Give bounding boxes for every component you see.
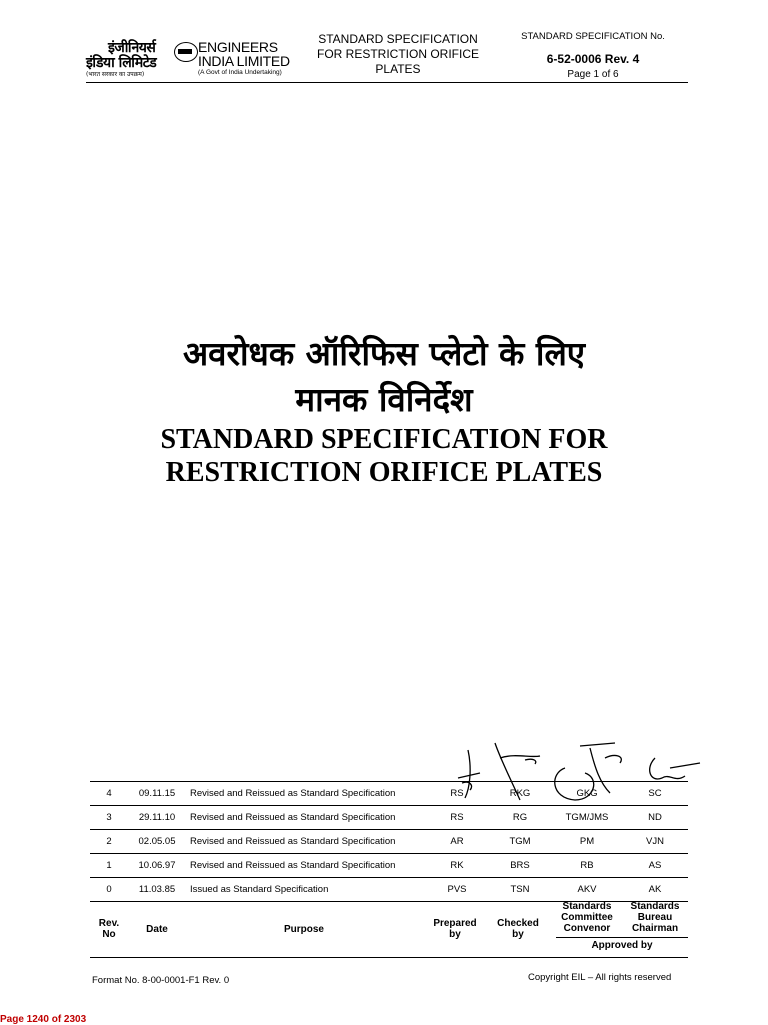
col-head-chairman [622, 901, 688, 934]
logo-english-line2: INDIA LIMITED [198, 53, 290, 69]
table-bottom-divider [90, 957, 688, 958]
cell-prepared: RK [426, 854, 488, 878]
col-head-checked-line2: by [512, 929, 524, 940]
revision-table [90, 781, 688, 902]
col-head-rev-line1: Rev. [98, 918, 120, 929]
table-row [90, 806, 688, 830]
hindi-title-line2: मानक विनिर्देश [295, 380, 473, 419]
col-head-prepared-line2: by [449, 929, 461, 940]
spec-number-block [500, 30, 686, 82]
page-indicator: Page 1 of 6 [567, 69, 619, 80]
spec-number-label: STANDARD SPECIFICATION No. [521, 31, 665, 42]
cell-purpose: Issued as Standard Specification [186, 878, 426, 902]
cell-date: 29.11.10 [128, 806, 186, 830]
english-title-line1: STANDARD SPECIFICATION FOR [160, 424, 608, 455]
copyright: Copyright EIL – All rights reserved [528, 972, 672, 983]
cell-rev: 0 [90, 878, 128, 902]
logo-hindi-line1: इंजीनियर्स [108, 40, 156, 56]
col-head-rev-line2: No [102, 929, 116, 940]
col-head-convenor-line3: Convenor [563, 923, 611, 934]
cell-date: 10.06.97 [128, 854, 186, 878]
cell-prepared: RS [426, 782, 488, 806]
table-row [90, 782, 688, 806]
logo-english-line1: ENGINEERS [198, 39, 278, 55]
col-head-chairman-line2: Bureau [637, 912, 673, 923]
logo-english-tagline: (A Govt of India Undertaking) [198, 69, 282, 76]
cell-convenor: PM [552, 830, 622, 854]
col-head-purpose: Purpose [283, 924, 324, 935]
col-head-chairman-line1: Standards [630, 901, 680, 912]
cell-chairman: AK [622, 878, 688, 902]
spec-number: 6-52-0006 Rev. 4 [546, 52, 640, 66]
cell-chairman: VJN [622, 830, 688, 854]
cell-rev: 4 [90, 782, 128, 806]
cell-purpose: Revised and Reissued as Standard Specification [186, 854, 426, 878]
cell-rev: 2 [90, 830, 128, 854]
cell-purpose: Revised and Reissued as Standard Specification [186, 782, 426, 806]
col-head-convenor [552, 901, 622, 934]
approved-divider [556, 937, 688, 938]
company-logo [86, 38, 296, 78]
col-head-prepared [424, 918, 486, 940]
cell-chairman: ND [622, 806, 688, 830]
cell-chairman: SC [622, 782, 688, 806]
english-title-line2: RESTRICTION ORIFICE PLATES [165, 457, 603, 488]
col-head-convenor-line2: Committee [561, 912, 613, 923]
cell-prepared: PVS [426, 878, 488, 902]
hindi-title-line1: अवरोधक ऑरिफिस प्लेटो के लिए [182, 334, 586, 373]
cell-convenor: TGM/JMS [552, 806, 622, 830]
approved-by-label: Approved by [591, 940, 653, 951]
cell-prepared: AR [426, 830, 488, 854]
table-row [90, 854, 688, 878]
cell-purpose: Revised and Reissued as Standard Specification [186, 806, 426, 830]
col-head-chairman-line3: Chairman [631, 923, 679, 934]
format-number: Format No. 8-00-0001-F1 Rev. 0 [92, 975, 230, 986]
header-divider [86, 82, 688, 83]
cell-checked: BRS [488, 854, 552, 878]
cell-checked: RKG [488, 782, 552, 806]
cell-checked: TGM [488, 830, 552, 854]
page-count: Page 1240 of 2303 [0, 1014, 87, 1025]
col-head-convenor-line1: Standards [562, 901, 612, 912]
table-row [90, 878, 688, 902]
cell-purpose: Revised and Reissued as Standard Specification [186, 830, 426, 854]
cell-checked: TSN [488, 878, 552, 902]
col-head-rev [90, 918, 128, 940]
col-head-checked-line1: Checked [497, 918, 539, 929]
header-title-line2: FOR RESTRICTION ORIFICE [317, 47, 479, 61]
header-title-line1: STANDARD SPECIFICATION [318, 32, 478, 46]
cell-convenor: AKV [552, 878, 622, 902]
cell-checked: RG [488, 806, 552, 830]
logo-hindi-tagline: (भारत सरकार का उपक्रम) [86, 71, 145, 78]
col-head-date: Date [146, 924, 168, 935]
cell-prepared: RS [426, 806, 488, 830]
cell-date: 02.05.05 [128, 830, 186, 854]
cell-date: 09.11.15 [128, 782, 186, 806]
cell-date: 11.03.85 [128, 878, 186, 902]
cell-rev: 3 [90, 806, 128, 830]
header-title-line3: PLATES [375, 62, 421, 76]
cell-convenor: RB [552, 854, 622, 878]
logo-hindi-line2: इंडिया लिमिटेड [86, 55, 157, 71]
cell-rev: 1 [90, 854, 128, 878]
header-title [305, 32, 491, 77]
cell-convenor: GKG [552, 782, 622, 806]
cell-chairman: AS [622, 854, 688, 878]
col-head-checked [486, 918, 550, 940]
table-row [90, 830, 688, 854]
col-head-prepared-line1: Prepared [433, 918, 477, 929]
logo-emblem-icon [174, 42, 198, 62]
